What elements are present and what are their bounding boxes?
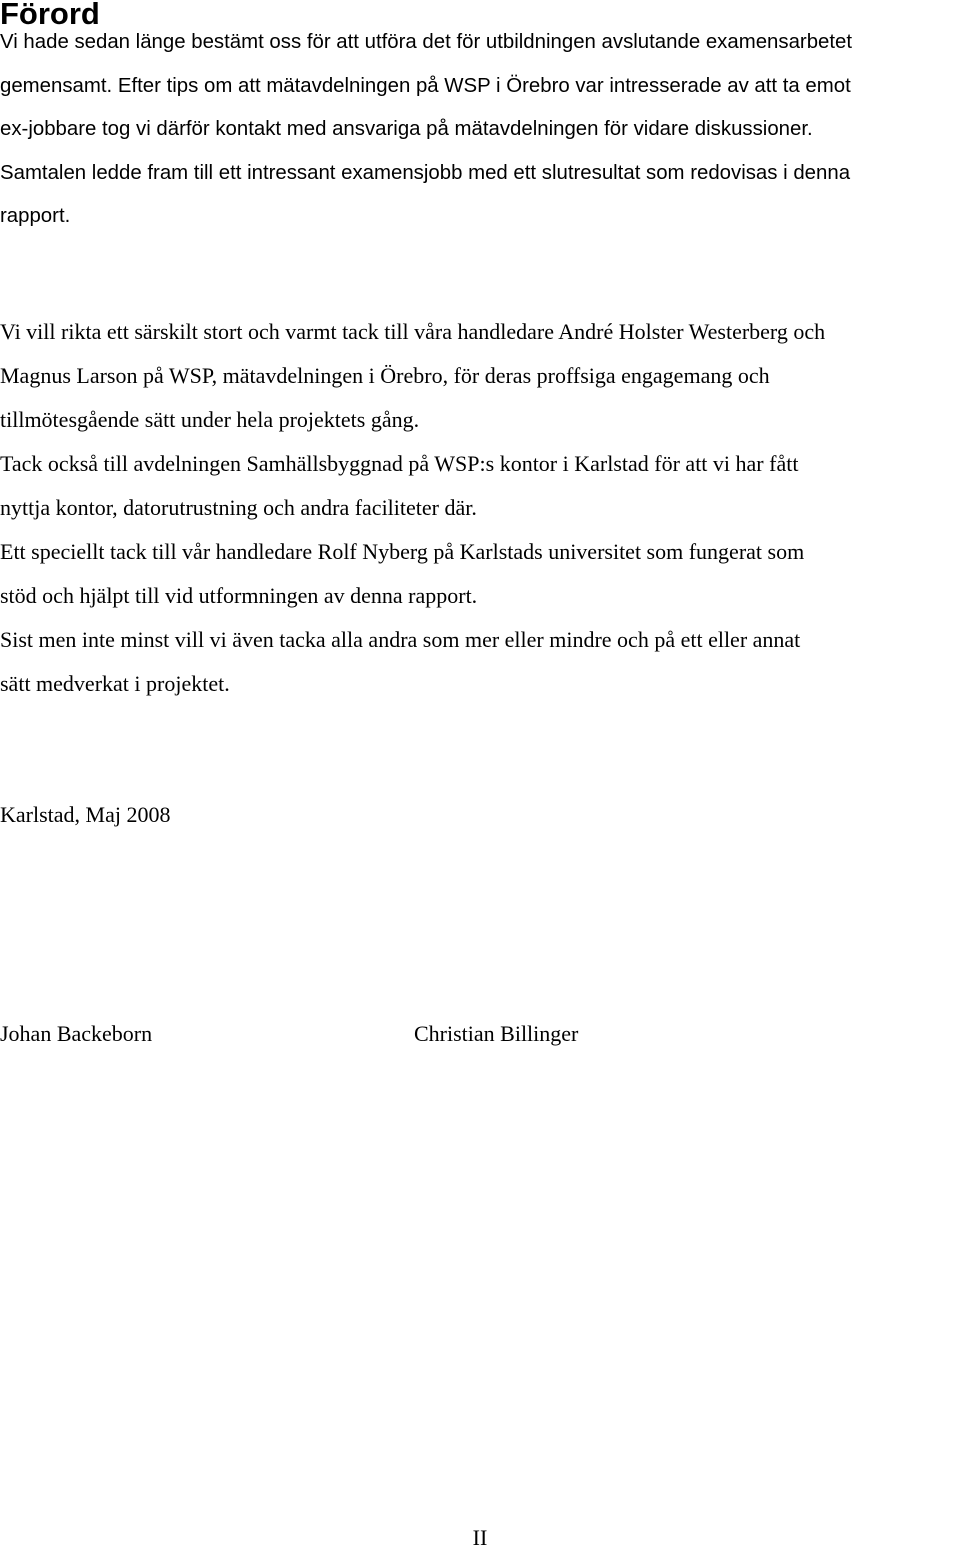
- paragraph-line: Vi vill rikta ett särskilt stort och varmt tack till våra handledare André Holster Westerberg och: [0, 319, 826, 344]
- signature-name: Christian Billinger: [414, 1021, 579, 1046]
- page-title: Förord: [0, 0, 100, 31]
- paragraph-line: Magnus Larson på WSP, mätavdelningen i Örebro, för deras proffsiga engagemang och: [0, 363, 770, 388]
- paragraph-line: gemensamt. Efter tips om att mätavdelningen på WSP i Örebro var intresserade av att ta emot: [0, 75, 851, 97]
- paragraph-line: Samtalen ledde fram till ett intressant examensjobb med ett slutresultat som redovisas i denna: [0, 162, 851, 184]
- signature-name: Johan Backeborn: [0, 1021, 153, 1046]
- paragraph-line: Tack också till avdelningen Samhällsbyggnad på WSP:s kontor i Karlstad för att vi har fått: [0, 451, 799, 476]
- paragraph-line: rapport.: [0, 205, 71, 227]
- place-date: Karlstad, Maj 2008: [0, 802, 171, 827]
- paragraph-line: tillmötesgående sätt under hela projektets gång.: [0, 407, 420, 432]
- page-number: II: [472, 1525, 488, 1550]
- paragraph-line: Sist men inte minst vill vi även tacka alla andra som mer eller mindre och på ett eller annat: [0, 627, 801, 652]
- paragraph-line: ex-jobbare tog vi därför kontakt med ansvariga på mätavdelningen för vidare diskussioner.: [0, 118, 813, 140]
- paragraph-line: Ett speciellt tack till vår handledare Rolf Nyberg på Karlstads universitet som fungerat som: [0, 539, 805, 564]
- paragraph-line: Vi hade sedan länge bestämt oss för att utföra det för utbildningen avslutande examensarbetet: [0, 31, 853, 53]
- paragraph-line: sätt medverkat i projektet.: [0, 671, 230, 696]
- paragraph-line: stöd och hjälpt till vid utformningen av denna rapport.: [0, 583, 478, 608]
- paragraph-line: nyttja kontor, datorutrustning och andra faciliteter där.: [0, 495, 477, 520]
